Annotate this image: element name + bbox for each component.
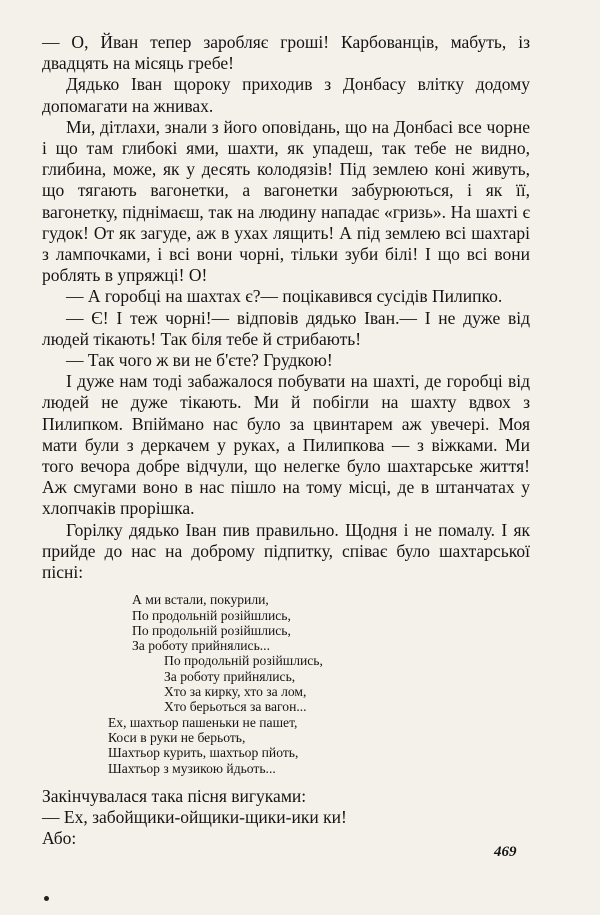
song-line: Хто берьоться за вагон...: [164, 699, 307, 715]
book-page: [42, 32, 530, 849]
song-line: Шахтьор курить, шахтьор пйоть,: [108, 745, 299, 761]
song-line: За роботу прийнялись,: [164, 668, 296, 684]
song-line: А ми встали, покурили,: [132, 592, 269, 608]
print-speck: [44, 896, 49, 901]
song-line: Коси в руки не берьоть,: [108, 729, 246, 745]
paragraph: — А горобці на шахтах є?— поцікавився сусідів Пилипко.: [66, 286, 503, 307]
song-line: Ех, шахтьор пашеньки не пашет,: [108, 714, 298, 730]
song-line: По продольній розійшлись,: [132, 607, 291, 623]
paragraph: Закінчувалася така пісня вигуками:: [42, 785, 307, 806]
paragraph: — О, Йван тепер заробляє гроші! Карбованців, мабуть, із двадцять на місяць гребе!: [42, 32, 530, 74]
page-number: 469: [494, 844, 517, 860]
song-line: По продольній розійшлись,: [164, 653, 323, 669]
paragraph: Дядько Іван щороку приходив з Донбасу влітку додому допомагати на жнивах.: [42, 74, 530, 116]
song-line: Шахтьор з музикою йдьоть...: [108, 760, 276, 776]
paragraph: І дуже нам тоді забажалося побувати на шахті, де горобці від людей не дуже тікають. Ми й побігли на шахту вдвох з Пилипком. Впіймано нас було за цвинтарем аж увечері. Моя мати були з деркачем у руках, а Пилипкова — з віжками. Ми того вечора добре відчули, що нелегке було шахтарське життя! Аж смугами воно в нас пішло на тому місці, де в штанчатах у хлопчаків прорішка.: [42, 371, 530, 519]
paragraph: Горілку дядько Іван пив правильно. Щодня і не помалу. І як прийде до нас на доброму підпитку, співає було шахтарської пісні:: [42, 519, 530, 583]
paragraph: Або:: [42, 828, 77, 849]
song-line: Хто за кирку, хто за лом,: [164, 684, 307, 700]
song-verse: [108, 592, 530, 776]
song-line: По продольній розійшлись,: [132, 622, 291, 638]
paragraph: — Так чого ж ви не б'єте? Грудкою!: [66, 350, 333, 371]
paragraph: Ми, дітлахи, знали з його оповідань, що на Донбасі все чорне і що там глибокі ями, шахти, як упадеш, так тебе не видно, глибина, може, як у десять колодязів! Під землею коні живуть, що тягають вагонетки, а вагонетки забурюються, і як її, вагонетку, піднімаєш, так на людину нападає «гризь». На шахті є гудок! От як загуде, аж в ухах лящить! А під землею всі шахтарі з лампочками, і всі вони чорні, тільки зуби білі! І що всі вони роблять в упряжці! О!: [42, 116, 530, 286]
paragraph: — Є! І теж чорні!— відповів дядько Іван.— І не дуже від людей тікають! Так біля тебе й стрибають!: [42, 307, 530, 349]
paragraph: — Ех, забойщики-ойщики-щики-ики ки!: [42, 807, 347, 828]
song-line: За роботу прийнялись...: [132, 638, 270, 654]
